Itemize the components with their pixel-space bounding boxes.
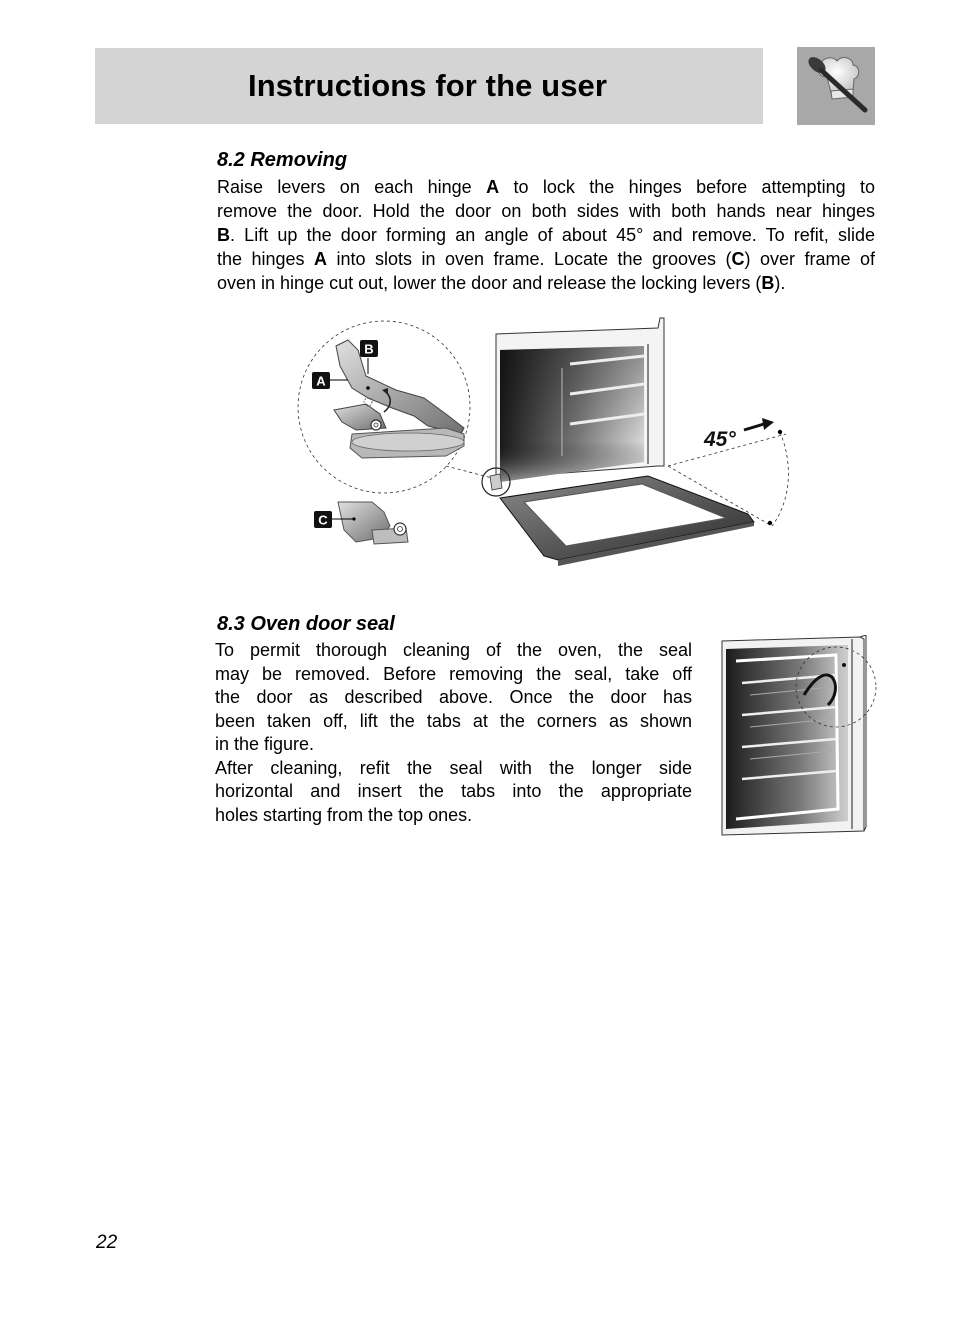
chef-hat-spoon-icon — [797, 47, 875, 125]
label-c: C — [318, 512, 328, 528]
door-seal-instructions-paragraph — [215, 639, 692, 827]
removing-instructions-paragraph — [217, 175, 875, 295]
paragraph-line: been taken off, lift the tabs at the corners as shown — [215, 710, 692, 731]
text-run: the hinges — [217, 249, 315, 269]
text-run: to lock the hinges before attempting to — [499, 177, 875, 197]
text-run: . Lift up the door forming an angle of about 45° and remove. To refit, slide — [230, 225, 875, 245]
text-run: into slots in oven frame. Locate the grooves ( — [327, 249, 732, 269]
bold-reference-letter: C — [731, 249, 745, 269]
section-title-oven-door-seal: 8.3 Oven door seal — [217, 613, 395, 635]
paragraph-line — [217, 199, 875, 223]
page-number: 22 — [96, 1232, 118, 1253]
bold-reference-letter: A — [486, 177, 500, 197]
angle-label: 45° — [704, 428, 736, 451]
paragraph-line: the door as described above. Once the door has — [215, 687, 692, 707]
text-run: ) over frame of — [744, 249, 875, 269]
text-run: oven in hinge cut out, lower the door and release the locking levers ( — [217, 273, 762, 293]
paragraph-line: holes starting from the top ones. — [215, 804, 473, 825]
oven-seal-figure — [720, 635, 880, 842]
label-a: A — [316, 373, 326, 389]
label-b: B — [364, 341, 374, 357]
page-title: Instructions for the user — [248, 68, 608, 103]
paragraph-line: may be removed. Before removing the seal, take off — [215, 663, 692, 684]
bold-reference-letter: B — [217, 225, 230, 245]
header-bar — [95, 48, 763, 124]
text-run: Raise levers on each hinge — [217, 177, 487, 197]
bold-reference-letter: A — [314, 249, 328, 269]
paragraph-line — [217, 223, 875, 247]
text-run: remove the door. Hold the door on both sides with both hands near hinges — [217, 201, 875, 221]
paragraph-line — [217, 175, 875, 199]
door-removal-figure — [296, 316, 796, 573]
text-run: ). — [774, 273, 786, 293]
section-title-removing: 8.2 Removing — [217, 149, 348, 171]
paragraph-line: After cleaning, refit the seal with the longer side — [215, 757, 692, 778]
paragraph-line: horizontal and insert the tabs into the appropriate — [215, 781, 692, 801]
paragraph-line — [217, 271, 875, 295]
paragraph-line — [217, 247, 875, 271]
bold-reference-letter: B — [761, 273, 775, 293]
paragraph-line: in the figure. — [215, 734, 315, 754]
paragraph-line: To permit thorough cleaning of the oven, the seal — [215, 640, 692, 660]
